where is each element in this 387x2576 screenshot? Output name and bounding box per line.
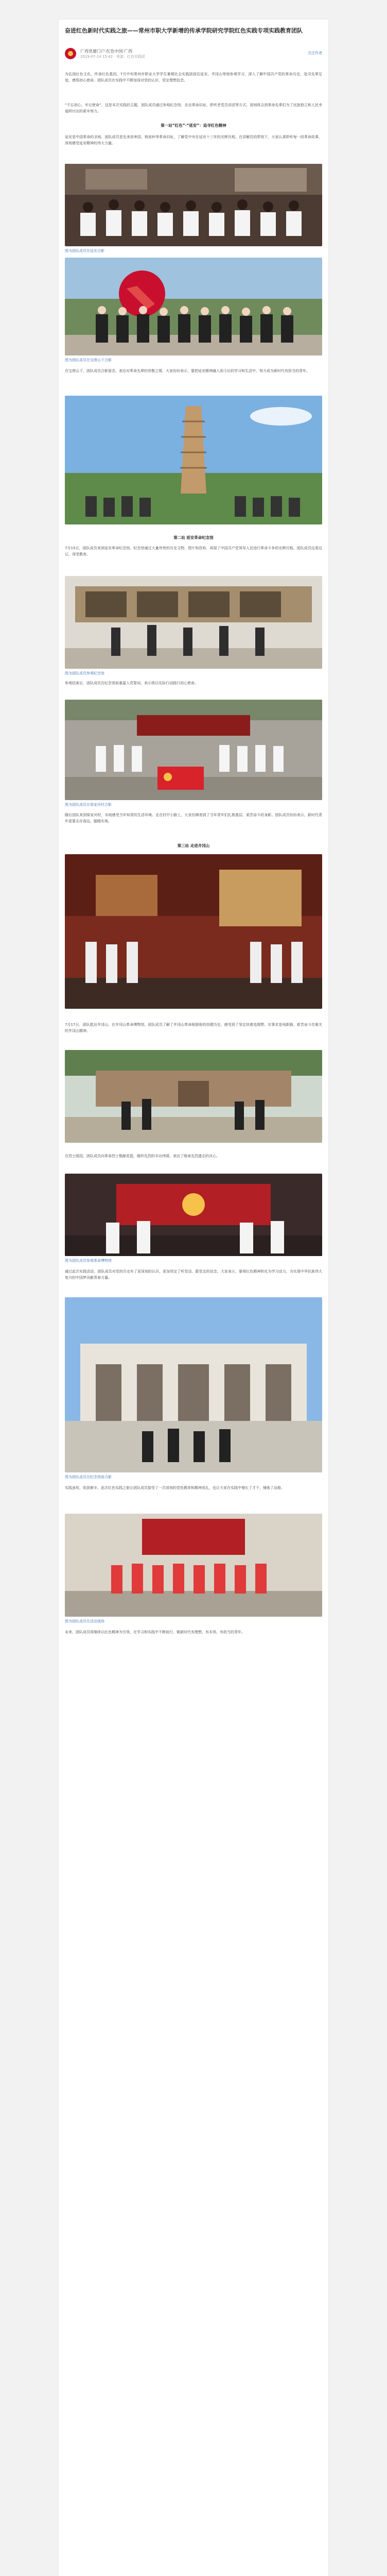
author-row [65, 48, 322, 62]
photo-museum-hall [65, 854, 322, 1009]
photo-memorial-building [65, 1297, 322, 1472]
section-heading: 第三站 走进井冈山 [177, 843, 210, 848]
author-meta: 2019-07-14 15:42 · 来源：红色实践团 [80, 55, 145, 59]
photo-caption: 图为团队成员在活动现场 [65, 1619, 104, 1623]
paragraph: 实践虽短，收获颇丰。此次红色实践之旅让团队成员接受了一次深刻的党性教育和精神洗礼，也让大家在实践中增长了才干、锤炼了品格。 [65, 1486, 285, 1490]
photo-caption: 图为团队成员参观纪念馆 [65, 671, 104, 675]
photo-caption: 图为团队成员参观革命博物馆 [65, 1259, 112, 1263]
photo-group-indoor [65, 164, 322, 246]
author-avatar[interactable] [65, 48, 76, 59]
photo-caption: 图为团队成员在延安合影 [65, 249, 104, 253]
paragraph: 7月17日，团队抵达井冈山。在井冈山革命博物馆，团队成员了解了井冈山革命根据地的创建历史，感受到了坚定执着追理想、实事求是闯新路、艰苦奋斗攻难关的井冈山精神。 [65, 1023, 322, 1033]
paragraph: 通过此次实践活动，团队成员对党的历史有了更深刻的认识，更加坚定了听党话、跟党走的信念。大家表示，要将红色精神转化为学习动力，为实现中华民族伟大复兴的中国梦贡献青春力量。 [65, 1269, 322, 1280]
photo-courtyard [65, 1050, 322, 1143]
photo-flag-group [65, 700, 322, 800]
paragraph: 为弘扬红色文化、传承红色基因，7月中旬常州市职业大学学生暑期社会实践团前往延安、井冈山等地参观学习，深入了解中国共产党的革命历史，追寻先辈足迹，感悟初心使命。团队成员在实践中不断加深对党的认识，坚定理想信念。 [65, 72, 322, 82]
photo-caption: 图为团队成员在纪念馆前合影 [65, 1475, 112, 1479]
paragraph: 7月15日，团队成员来到延安革命纪念馆。纪念馆通过大量珍贵的历史文物、图片和资料，再现了中国共产党领导人民进行革命斗争的光辉历程。团队成员边看边记，深受教育。 [65, 546, 322, 556]
paragraph: “不忘初心、牢记使命”，这是本次实践的主题。团队成员通过参观纪念馆、走访革命旧址、聆听老党员讲述等方式，深刻体会到革命先辈们为了民族独立和人民幸福所付出的艰辛努力。 [65, 103, 322, 113]
photo-event-group [65, 1514, 322, 1617]
article-title: 奋进红色新时代实践之旅——常州市职大学新增的传承学院研究学院红色实践专项实践教育团队 [65, 27, 303, 34]
paragraph: 随后团队来到梁家河村，实地感受当年知青的生活环境。走在村中小路上，大家仿佛看到了当年青年们扎根基层、艰苦奋斗的身影。团队成员纷纷表示，新时代青年更要志存高远，脚踏实地。 [65, 813, 322, 823]
photo-party-emblem [65, 258, 322, 355]
photo-museum-visit [65, 576, 322, 669]
paragraph: 参观结束后，团队成员在纪念馆前重温入党誓词，表示将以实际行动践行初心使命。 [65, 681, 198, 685]
section-heading: 第二站 延安革命纪念馆 [173, 535, 214, 540]
article-page [59, 20, 328, 2576]
photo-caption: 图为团队成员在梁家河村合影 [65, 803, 112, 807]
paragraph: 延安是中国革命的圣地。团队成员首先来到枣园、杨家岭等革命旧址，了解党中央在延安十三年的光辉历程。在讲解员的带领下，大家认真聆听每一段革命故事，深刻感受延安精神的伟大力量。 [65, 135, 322, 145]
paragraph: 在烈士陵园，团队成员向革命烈士敬献花篮，缅怀先烈的丰功伟绩，表达了继承先烈遗志的决心。 [65, 1154, 220, 1158]
follow-link[interactable]: 关注作者 [308, 51, 322, 55]
photo-pagoda [65, 396, 322, 524]
paragraph: 在宝塔山下，团队成员合影留念，表达对革命先辈的崇敬之情。大家纷纷表示，要把延安精神融入到今后的学习和生活中，努力成为新时代有担当的青年。 [65, 369, 310, 373]
paragraph: 未来，团队成员将继续以红色精神为引领，在学习和实践中不断前行，做新时代有理想、有本领、有担当的青年。 [65, 1630, 245, 1634]
section-heading: 第一站“红色”·“延安”：追寻红色精神 [161, 123, 226, 128]
photo-caption: 图为团队成员在宝塔山下合影 [65, 358, 112, 362]
photo-oath-ceremony [65, 1174, 322, 1256]
author-name[interactable]: 广西党建门户·红色中国·广西 [80, 49, 133, 54]
